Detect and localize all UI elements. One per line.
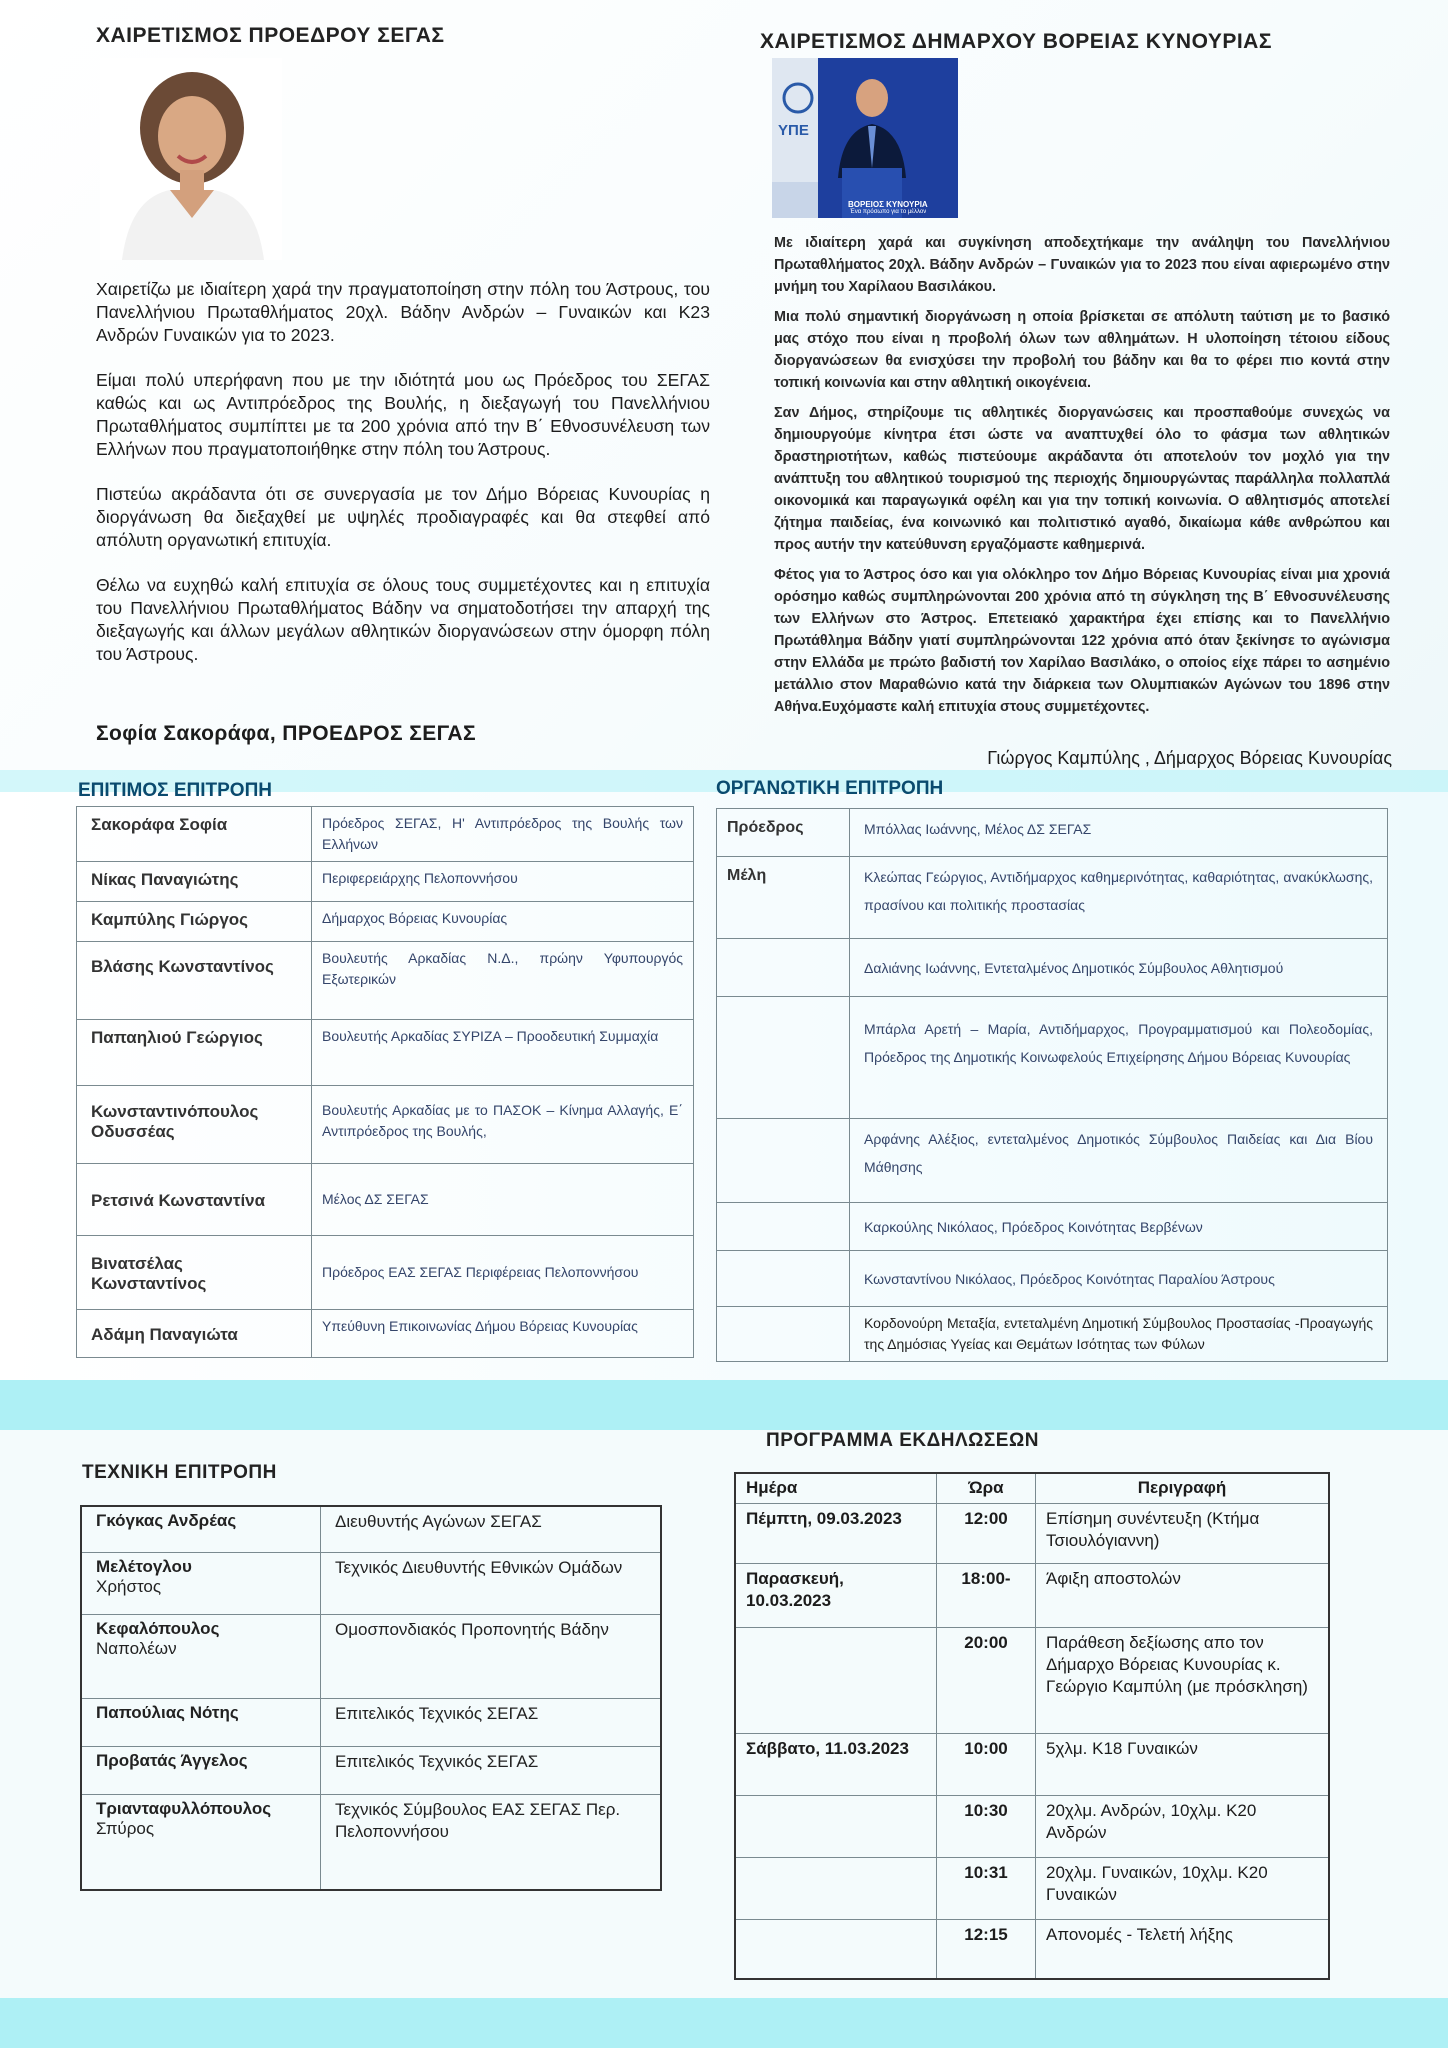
member-role: Βουλευτής Αρκαδίας ΣΥΡΙΖΑ – Προοδευτική Συμμαχία [312, 1020, 694, 1086]
member-entry: Κλεώπας Γεώργιος, Αντιδήμαρχος καθημερινότητας, καθαριότητας, ανακύκλωσης, πρασίνου και πολιτικής προστασίας [850, 857, 1388, 939]
member-name: Αδάμη Παναγιώτα [77, 1310, 312, 1358]
technical-committee-table [80, 1505, 662, 1891]
table-row [735, 1857, 1329, 1919]
table-row [717, 1119, 1388, 1203]
program-time: 18:00- [937, 1563, 1036, 1627]
table-row [735, 1733, 1329, 1795]
program-table [734, 1472, 1330, 1980]
member-role: Βουλευτής Αρκαδίας Ν.Δ., πρώην Υφυπουργός Εξωτερικών [312, 942, 694, 1020]
organizing-committee-title: ΟΡΓΑΝΩΤΙΚΗ ΕΠΙΤΡΟΠΗ [716, 778, 944, 799]
mayor-greeting-title: ΧΑΙΡΕΤΙΣΜΟΣ ΔΗΜΑΡΧΟΥ ΒΟΡΕΙΑΣ ΚΥΝΟΥΡΙΑΣ [760, 30, 1272, 53]
program-day: Παρασκευή, 10.03.2023 [735, 1563, 937, 1627]
role-label: Μέλη [717, 857, 850, 939]
table-row [735, 1919, 1329, 1979]
member-entry: Κωνσταντίνου Νικόλαος, Πρόεδρος Κοινότητας Παραλίου Άστρους [850, 1251, 1388, 1307]
technical-role: Διευθυντής Αγώνων ΣΕΓΑΣ [321, 1506, 662, 1552]
member-entry: Κορδονούρη Μεταξία, εντεταλμένη Δημοτική Σύμβουλος Προστασίας -Προαγωγής της Δημόσιας Υγείας και Θεμάτων Ισότητας των Φύλων [850, 1307, 1388, 1362]
greeting-paragraph: Σαν Δήμος, στηρίζουμε τις αθλητικές διοργανώσεις και προσπαθούμε συνεχώς να δημιουργούμε κίνητρα έτσι ώστε να αναπτυχθεί όλο το φάσμα των αθλητικών δραστηριοτήτων, καθώς πιστεύουμε ακράδαντα ότι αποτελούν τον μοχλό για την ανάπτυξη του αθλητικού τουρισμού της περιοχής δημιουργώντας παράλληλα πολλαπλά οικονομικά και παραγωγικά οφέλη και για την τοπική κοινωνία. Ο αθλητισμός αποτελεί ζήτημα παιδείας, ένα κοινωνικό και πολιτιστικό αγαθό, δικαίωμα κάθε ανθρώπου και προς αυτήν την κατεύθυνση εργαζόμαστε καθημερινά. [774, 405, 1390, 553]
program-day [735, 1857, 937, 1919]
table-row [735, 1503, 1329, 1563]
table-row [77, 1164, 694, 1236]
table-header-row [735, 1473, 1329, 1503]
table-row [81, 1746, 661, 1794]
member-entry: Καρκούλης Νικόλαος, Πρόεδρος Κοινότητας Βερβένων [850, 1203, 1388, 1251]
program-time: 10:00 [937, 1733, 1036, 1795]
role-label: Πρόεδρος [717, 809, 850, 857]
technical-committee-title: ΤΕΧΝΙΚΗ ΕΠΙΤΡΟΠΗ [82, 1462, 277, 1483]
column-header-day: Ημέρα [735, 1473, 937, 1503]
greeting-paragraph: Είμαι πολύ υπερήφανη που με την ιδιότητά μου ως Πρόεδρος του ΣΕΓΑΣ καθώς και ως Αντιπρόεδρος της Βουλής, η διεξαγωγή του Πανελλήνιου Πρωταθλήματος συμπίπτει με τα 200 χρόνια από την Β΄ Εθνοσυνέλευση των Ελλήνων που πραγματοποιήθηκε στην πόλη του Άστρους. [96, 370, 710, 459]
program-day: Πέμπτη, 09.03.2023 [735, 1503, 937, 1563]
table-row [77, 807, 694, 862]
table-row [717, 857, 1388, 939]
member-name: Παπαηλιού Γεώργιος [77, 1020, 312, 1086]
technical-role: Τεχνικός Σύμβουλος ΕΑΣ ΣΕΓΑΣ Περ. Πελοποννήσου [321, 1794, 662, 1890]
surname: Παπούλιας Νότης [96, 1702, 239, 1722]
technical-name [81, 1746, 321, 1794]
greeting-paragraph: Πιστεύω ακράδαντα ότι σε συνεργασία με τον Δήμο Βόρειας Κυνουρίας η διοργάνωση θα διεξαχθεί με υψηλές προδιαγραφές και θα στεφθεί από απόλυτη οργανωτική επιτυχία. [96, 484, 710, 550]
greeting-paragraph: Φέτος για το Άστρος όσο και για ολόκληρο τον Δήμο Βόρειας Κυνουρίας είναι μια χρονιά ορόσημο καθώς συμπληρώνονται 200 χρόνια από τη σύγκληση της Β΄ Εθνοσυνέλευσης των Ελλήνων στο Άστρος. Επετειακό χαρακτήρα έχει επίσης και το Πανελλήνιο Πρωτάθλημα Βάδην γιατί συμπληρώνονται 122 χρόνια από όταν ξεκίνησε το αγώνισμα στην Ελλάδα με πρώτο βαδιστή τον Χαρίλαο Βασιλάκο, ο οποίος είχε πάρει το ασημένιο μετάλλιο στον Μαραθώνιο κατά την διάρκεια των Ολυμπιακών Αγώνων του 1896 στην Αθήνα.Ευχόμαστε καλή επιτυχία στους συμμετέχοντες. [774, 567, 1390, 715]
member-name: Ρετσινά Κωνσταντίνα [77, 1164, 312, 1236]
table-row [77, 1236, 694, 1310]
accent-stripe [0, 1998, 1448, 2048]
program-description: Απονομές - Τελετή λήξης [1036, 1919, 1330, 1979]
table-row [717, 1251, 1388, 1307]
table-row [81, 1552, 661, 1614]
role-label [717, 1307, 850, 1362]
table-row [717, 809, 1388, 857]
president-portrait [100, 58, 282, 260]
table-row [81, 1614, 661, 1698]
table-row [81, 1794, 661, 1890]
surname: Προβατάς Άγγελος [96, 1750, 248, 1770]
member-name: Κωνσταντινόπουλος Οδυσσέας [77, 1086, 312, 1164]
table-row [717, 939, 1388, 997]
member-role: Δήμαρχος Βόρειας Κυνουρίας [312, 902, 694, 942]
mayor-photo [772, 58, 958, 218]
technical-role: Επιτελικός Τεχνικός ΣΕΓΑΣ [321, 1698, 662, 1746]
technical-name [81, 1698, 321, 1746]
member-role: Μέλος ΔΣ ΣΕΓΑΣ [312, 1164, 694, 1236]
program-description: Επίσημη συνέντευξη (Κτήμα Τσιουλόγιαννη) [1036, 1503, 1330, 1563]
role-label [717, 939, 850, 997]
photo-logo-text: ΥΠΕ [778, 122, 809, 139]
greeting-paragraph: Με ιδιαίτερη χαρά και συγκίνηση αποδεχτήκαμε την ανάληψη του Πανελλήνιου Πρωταθλήματος 20χλ. Βάδην Ανδρών – Γυναικών για το 2023 που είναι αφιερωμένο στην μνήμη του Χαρίλαου Βασιλάκου. [774, 235, 1390, 295]
program-description: Άφιξη αποστολών [1036, 1563, 1330, 1627]
first-name: Σπύρος [96, 1818, 155, 1838]
table-row [81, 1698, 661, 1746]
first-name: Χρήστος [96, 1576, 162, 1596]
member-entry: Μπόλλας Ιωάννης, Μέλος ΔΣ ΣΕΓΑΣ [850, 809, 1388, 857]
table-row [77, 1086, 694, 1164]
table-row [717, 1203, 1388, 1251]
table-row [77, 1020, 694, 1086]
program-description: Παράθεση δεξίωσης απο τον Δήμαρχο Βόρειας Κυνουρίας κ. Γεώργιο Καμπύλη (με πρόσκληση) [1036, 1627, 1330, 1733]
table-row [717, 997, 1388, 1119]
member-entry: Μπάρλα Αρετή – Μαρία, Αντιδήμαρχος, Προγραμματισμού και Πολεοδομίας, Πρόεδρος της Δημοτικής Κοινωφελούς Επιχείρησης Δήμου Βόρειας Κυνουρίας [850, 997, 1388, 1119]
column-header-time: Ώρα [937, 1473, 1036, 1503]
greeting-paragraph: Θέλω να ευχηθώ καλή επιτυχία σε όλους τους συμμετέχοντες και η επιτυχία του Πανελλήνιου Πρωταθλήματος Βάδην να σηματοδοτήσει την απαρχή της διεξαγωγής και άλλων μεγάλων αθλητικών διοργανώσεων στην όμορφη πόλη του Άστρους. [96, 575, 710, 664]
technical-role: Ομοσπονδιακός Προπονητής Βάδην [321, 1614, 662, 1698]
table-row [735, 1627, 1329, 1733]
program-description: 20χλμ. Γυναικών, 10χλμ. Κ20 Γυναικών [1036, 1857, 1330, 1919]
mayor-signature: Γιώργος Καμπύλης , Δήμαρχος Βόρειας Κυνουρίας [987, 748, 1392, 768]
table-row [81, 1506, 661, 1552]
photo-banner-subtext: Ένα πρόσωπο για το μέλλον [850, 209, 927, 215]
first-name: Ναπολέων [96, 1638, 177, 1658]
photo-banner-text: ΒΟΡΕΙΟΣ ΚΥΝΟΥΡΙΑ [848, 200, 928, 209]
member-entry: Αρφάνης Αλέξιος, εντεταλμένος Δημοτικός Σύμβουλος Παιδείας και Δια Βίου Μάθησης [850, 1119, 1388, 1203]
technical-name [81, 1506, 321, 1552]
table-row [717, 1307, 1388, 1362]
member-role: Βουλευτής Αρκαδίας με το ΠΑΣΟΚ – Κίνημα Αλλαγής, Ε΄ Αντιπρόεδρος της Βουλής, [312, 1086, 694, 1164]
role-label [717, 1203, 850, 1251]
accent-stripe [0, 1380, 1448, 1430]
table-row [735, 1795, 1329, 1857]
honor-committee-table [76, 806, 694, 1358]
technical-name [81, 1614, 321, 1698]
technical-name [81, 1794, 321, 1890]
member-role: Πρόεδρος ΣΕΓΑΣ, Η' Αντιπρόεδρος της Βουλής των Ελλήνων [312, 807, 694, 862]
table-row [735, 1563, 1329, 1627]
member-role: Υπεύθυνη Επικοινωνίας Δήμου Βόρειας Κυνουρίας [312, 1310, 694, 1358]
honor-committee-title: ΕΠΙΤΙΜΟΣ ΕΠΙΤΡΟΠΗ [78, 780, 273, 801]
surname: Μελέτογλου [96, 1556, 192, 1576]
greeting-paragraph: Χαιρετίζω με ιδιαίτερη χαρά την πραγματοποίηση στην πόλη του Άστρους, του Πανελλήνιου Πρωταθλήματος 20χλ. Βάδην Ανδρών – Γυναικών και Κ23 Ανδρών Γυναικών για το 2023. [96, 279, 710, 345]
greeting-paragraph: Μια πολύ σημαντική διοργάνωση η οποία βρίσκεται σε απόλυτη ταύτιση με το βασικό μας στόχο που είναι η προβολή όλων των αθλημάτων. Η υλοποίηση τέτοιου είδους διοργανώσεων θα ενισχύσει την προβολή του βάδην και θα το φέρει πιο κοντά στην τοπική κοινωνία και στην αθλητική οικογένεια. [774, 309, 1390, 391]
program-time: 12:00 [937, 1503, 1036, 1563]
role-label [717, 1251, 850, 1307]
surname: Κεφαλόπουλος [96, 1618, 220, 1638]
program-time: 12:15 [937, 1919, 1036, 1979]
program-day [735, 1919, 937, 1979]
technical-role: Επιτελικός Τεχνικός ΣΕΓΑΣ [321, 1746, 662, 1794]
table-row [77, 862, 694, 902]
program-day [735, 1627, 937, 1733]
program-time: 20:00 [937, 1627, 1036, 1733]
member-entry: Δαλιάνης Ιωάννης, Εντεταλμένος Δημοτικός Σύμβουλος Αθλητισμού [850, 939, 1388, 997]
surname: Τριανταφυλλόπουλος [96, 1798, 272, 1818]
table-row [77, 902, 694, 942]
member-role: Πρόεδρος ΕΑΣ ΣΕΓΑΣ Περιφέρειας Πελοποννήσου [312, 1236, 694, 1310]
program-time: 10:31 [937, 1857, 1036, 1919]
member-name: Βλάσης Κωνσταντίνος [77, 942, 312, 1020]
organizing-committee-table [716, 808, 1388, 1362]
member-name: Βινατσέλας Κωνσταντίνος [77, 1236, 312, 1310]
program-description: 5χλμ. Κ18 Γυναικών [1036, 1733, 1330, 1795]
role-label [717, 997, 850, 1119]
table-row [77, 1310, 694, 1358]
table-row [77, 942, 694, 1020]
program-description: 20χλμ. Ανδρών, 10χλμ. Κ20 Ανδρών [1036, 1795, 1330, 1857]
column-header-description: Περιγραφή [1036, 1473, 1330, 1503]
member-name: Σακοράφα Σοφία [77, 807, 312, 862]
member-name: Καμπύλης Γιώργος [77, 902, 312, 942]
member-role: Περιφερειάρχης Πελοποννήσου [312, 862, 694, 902]
technical-role: Τεχνικός Διευθυντής Εθνικών Ομάδων [321, 1552, 662, 1614]
program-title: ΠΡΟΓΡΑΜΜΑ ΕΚΔΗΛΩΣΕΩΝ [766, 1430, 1039, 1451]
president-signature: Σοφία Σακοράφα, ΠΡΟΕΔΡΟΣ ΣΕΓΑΣ [96, 722, 476, 745]
program-day: Σάββατο, 11.03.2023 [735, 1733, 937, 1795]
program-time: 10:30 [937, 1795, 1036, 1857]
president-greeting-title: ΧΑΙΡΕΤΙΣΜΟΣ ΠΡΟΕΔΡΟΥ ΣΕΓΑΣ [96, 24, 445, 47]
member-name: Νίκας Παναγιώτης [77, 862, 312, 902]
program-day [735, 1795, 937, 1857]
role-label [717, 1119, 850, 1203]
portrait-image [100, 58, 282, 260]
surname: Γκόγκας Ανδρέας [96, 1511, 237, 1530]
technical-name [81, 1552, 321, 1614]
